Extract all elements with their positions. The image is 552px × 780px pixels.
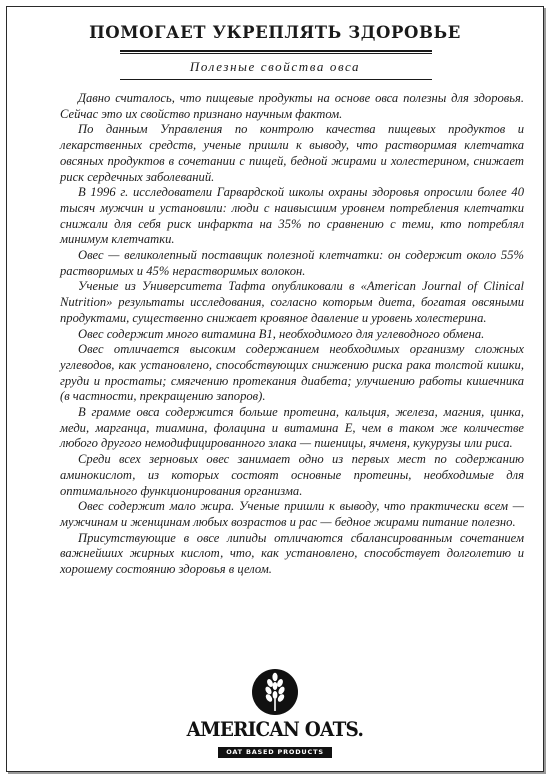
brand-name: AMERICAN OATS. <box>186 717 364 741</box>
paragraph: Овес — великолепный поставщик полезной клетчатки: он содержит около 55% растворимых и 45% нерастворимых волокон. <box>60 248 524 278</box>
article-body <box>60 91 524 578</box>
title-rule-thin <box>120 53 432 54</box>
paragraph: Овес содержит мало жира. Ученые пришли к выводу, что практически всем — мужчинам и женщинам любых возрастов и рас — бедное жирами питание полезно. <box>60 499 524 529</box>
paragraph: По данным Управления по контролю качества пищевых продуктов и лекарственных средств, ученые пришли к выводу, что растворимая клетчатка овсяных продуктов в сочетании с пищей, бедной жирами и холестерином, снижает риск сердечных заболеваний. <box>60 122 524 184</box>
page-frame <box>6 6 544 772</box>
brand-logo <box>7 668 543 759</box>
paragraph: В 1996 г. исследователи Гарвардской школы охраны здоровья опросили более 40 тысяч мужчин и установили: люди с наивысшим уровнем потребления клетчатки снижали для себя риск инфаркта на 35% по сравнению с теми, кто потреблял минимум клетчатки. <box>60 185 524 247</box>
paragraph: Овес отличается высоким содержанием необходимых организму сложных углеводов, как установлено, способствующих снижению риска рака толстой кишки, груди и простаты; смягчению протекания диабета; улучшению работы кишечника (в частности, прекращению запоров). <box>60 342 524 404</box>
paragraph: Среди всех зерновых овес занимает одно из первых мест по содержанию аминокислот, из которых состоят основные протеины, необходимые для оптимального функционирования организма. <box>60 452 524 498</box>
paragraph: Давно считалось, что пищевые продукты на основе овса полезны для здоровья. Сейчас это их свойство признано научным фактом. <box>60 91 524 121</box>
paragraph: Ученые из Университета Тафта опубликовали в «American Journal of Clinical Nutrition» результаты исследования, согласно которым диета, богатая овсяными продуктами, существенно снижает кровяное давление и уровень холестерина. <box>60 279 524 325</box>
oat-grain-emblem-icon <box>251 668 299 716</box>
page-subtitle: Полезные свойства овса <box>189 59 361 74</box>
brand-tagline: OAT BASED PRODUCTS <box>218 747 332 758</box>
paragraph: Овес содержит много витамина B1, необходимого для углеводного обмена. <box>78 326 485 341</box>
page-title: ПОМОГАЕТ УКРЕПЛЯТЬ ЗДОРОВЬЕ <box>89 23 461 42</box>
paragraph: Присутствующие в овсе липиды отличаются сбалансированным сочетанием важнейших жирных кислот, что, как установлено, способствует долголетию и хорошему состоянию здоровья в целом. <box>60 530 524 577</box>
title-rule <box>120 50 432 52</box>
subtitle-rule <box>120 79 432 80</box>
paragraph: В грамме овса содержится больше протеина, кальция, железа, магния, цинка, меди, марганца, тиамина, фолацина и витамина E, чем в таком же количестве любого другого немодифицированного злака — пшеницы, ячменя, кукурузы или риса. <box>60 405 524 451</box>
